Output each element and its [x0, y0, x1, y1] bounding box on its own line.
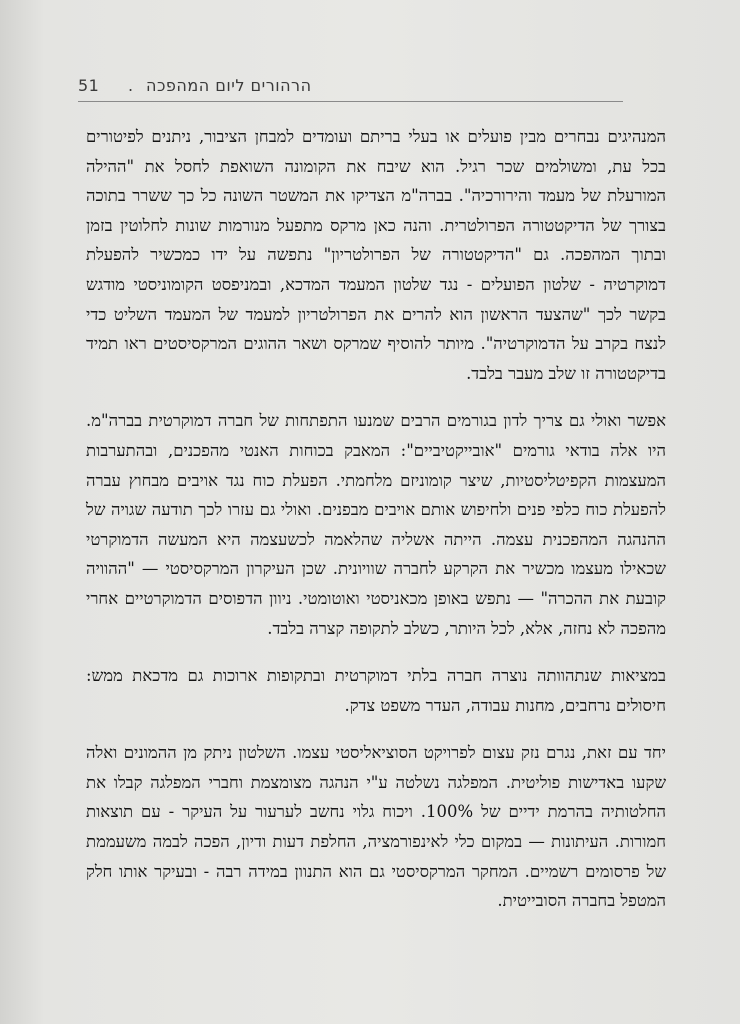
paragraph-1: המנהיגים נבחרים מבין פועלים או בעלי בריתם ועומדים למבחן הציבור, ניתנים לפיטורים בכל עת, ומשולמים שכר רגיל. הוא שיבח את הקומונה השואפת לחסל את "ההילה המורעלת של מעמד והירורכיה". בברה"מ הצדיקו את המשטר השונה כל כך ששרר בתוכה בצורך של הדיקטטורה הפרולטרית. והנה כאן מרקס מתפעל מנורמות שונות לחלוטין בזמן ובתוך המהפכה. גם "הדיקטטורה של הפרולטריון" נתפשה על ידו כמכשיר להפעלת דמוקרטיה - שלטון הפועלים - נגד שלטון המעמד המדכא, ובמניפסט הקומוניסטי מודגש בקשר לכך "שהצעד הראשון הוא להרים את הפרולטריון למעמד של המעמד השליט כדי לנצח בקרב על הדמוקרטיה". מיותר להוסיף שמרקס ושאר ההוגים המרקסיסטים ראו תמיד בדיקטטורה זו שלב מעבר בלבד.: [86, 127, 666, 383]
paragraph-4: יחד עם זאת, נגרם נזק עצום לפרויקט הסוציאליסטי עצמו. השלטון ניתק מן ההמונים ואלה שקעו באדישות פוליטית. המפלגה נשלטה ע"י הנהגה מצומצמת וחברי המפלגה קבלו את החלטותיה בהרמת ידיים של 100%. ויכוח גלוי נחשב לערעור על העיקר - עם תוצאות חמורות. העיתונות — במקום כלי לאינפורמציה, החלפת דעות ודיון, הפכה לבמה משעממת של פרסומים רשמיים. המחקר המרקסיסטי גם הוא התנוון במידה רבה - ובעיקר אותו חלק המטפל בחברה הסובייטית.: [86, 743, 666, 911]
paragraph-3: במציאות שנתהוותה נוצרה חברה בלתי דמוקרטית ובתקופות ארוכות גם מדכאת ממש: חיסולים נרחבים, מחנות עבודה, העדר משפט צדק.: [86, 666, 666, 715]
header-separator: .: [128, 76, 134, 95]
running-title: הרהורים ליום המהפכה: [146, 76, 312, 95]
header-rule: [78, 101, 623, 102]
paragraph-2: אפשר ואולי גם צריך לדון בגורמים הרבים שמנעו התפתחות של חברה דמוקרטית בברה"מ. היו אלה בודאי גורמים "אובייקטיביים": המאבק בכוחות האנטי מהפכנים, ובהתערבות המעצמות הקפיטליסטיות, שיצר קומוניזם מלחמתי. הפעלת כוח נגד אויבים מבחוץ עברה להפעלת כוח כלפי פנים ולחיפוש אותם אויבים מבפנים. ואולי גם עזרו לכך תודעה שגויה של ההנהגה המהפכנית עצמה. הייתה אשליה שהלאמה לכשעצמה היא המעשה הדמוקרטי שכאילו מעצמו מכשיר את הקרקע לחברה שוויונית. שכן העיקרון המרקסיסטי — "ההוויה קובעת את ההכרה" — נתפש באופן מכאניסטי ואוטומטי. ניוון הדפוסים הדמוקרטיים אחרי מהפכה לא נחזה, אלא, לכל היותר, כשלב לתקופה קצרה בלבד.: [86, 411, 666, 638]
running-header: [78, 72, 640, 96]
body-text: [86, 122, 666, 934]
page-number: 51: [78, 76, 100, 95]
